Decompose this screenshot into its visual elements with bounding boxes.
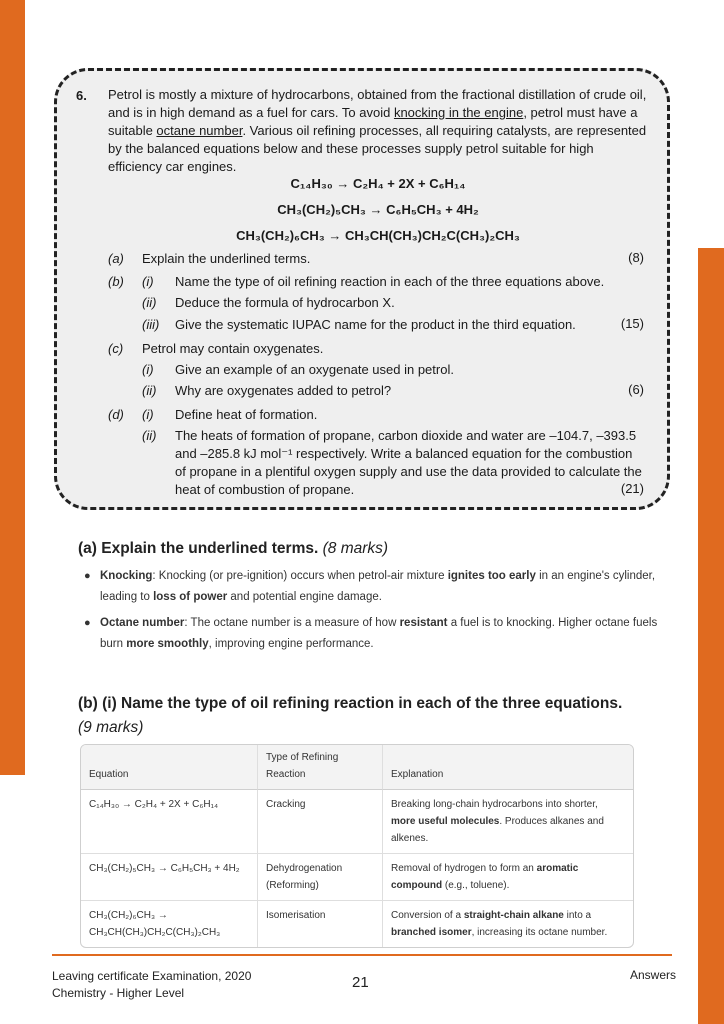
part-a-label: (a) — [108, 251, 124, 266]
footer-exam: Leaving certificate Examination, 2020 — [52, 969, 252, 983]
cell-explanation: Removal of hydrogen to form an aromatic compound (e.g., toluene). — [382, 854, 633, 901]
part-c-ii-label: (ii) — [142, 383, 157, 398]
part-c-label: (c) — [108, 341, 124, 356]
equation-3: CH₃(CH₂)₆CH₃ → CH₃CH(CH₃)CH₂C(CH₃)₂CH₃ — [236, 228, 520, 243]
part-c-i-text: Give an example of an oxygenate used in petrol. — [175, 362, 454, 377]
part-d-i-text: Define heat of formation. — [175, 407, 318, 422]
right-accent-bar — [698, 248, 724, 1024]
cell-type: Cracking — [257, 790, 382, 854]
equation-1: C₁₄H₃₀ → C₂H₄ + 2X + C₆H₁₄ — [290, 176, 466, 191]
part-d-marks: (21) — [620, 481, 644, 496]
part-d-ii-label: (ii) — [142, 428, 157, 443]
table-row — [81, 790, 633, 854]
cell-equation: C₁₄H₃₀ → C₂H₄ + 2X + C₆H₁₄ — [81, 790, 257, 854]
header-explanation: Explanation — [382, 745, 633, 790]
answer-b-title: (b) (i) Name the type of oil refining reaction in each of the three equations. (9 marks) — [78, 695, 623, 736]
footer-left — [52, 968, 251, 1002]
part-b-iii-label: (iii) — [142, 317, 160, 332]
part-d-label: (d) — [108, 407, 124, 422]
part-c-text: Petrol may contain oxygenates. — [142, 341, 324, 356]
cell-explanation: Breaking long-chain hydrocarbons into shorter, more useful molecules. Produces alkanes and alkenes. — [382, 790, 633, 854]
part-d-ii-text: The heats of formation of propane, carbon dioxide and water are –104.7, –393.5 and –285.8 kJ mol⁻¹ respectively. Write a balanced equation for the combustion of propane in a plentiful oxygen supply and use the data provided to calculate the heat of combustion of propane. — [175, 428, 642, 497]
footer-level: Chemistry - Higher Level — [52, 986, 185, 1000]
part-a-marks: (8) — [628, 250, 644, 265]
footer-divider — [52, 954, 672, 956]
bullet-icon: ● — [84, 570, 91, 582]
cell-explanation: Conversion of a straight-chain alkane into a branched isomer, increasing its octane number. — [382, 901, 633, 947]
bullet-knocking: ● Knocking: Knocking (or pre-ignition) occurs when petrol-air mixture ignites too early in an engine's cylinder, leading to loss of power and potential engine damage. — [100, 566, 660, 608]
equation-2: CH₃(CH₂)₅CH₃ → C₆H₅CH₃ + 4H₂ — [277, 202, 479, 217]
refining-reactions-table — [80, 744, 634, 948]
page-number: 21 — [352, 974, 369, 991]
part-a-text: Explain the underlined terms. — [142, 251, 311, 266]
question-intro: Petrol is mostly a mixture of hydrocarbons, obtained from the fractional distillation of crude oil, and is in high demand as a fuel for cars. To avoid knocking in the engine, petrol must have a suitable octane number. Various oil refining processes, all requiring catalysts, are represented by the balanced equations below and these processes supply petrol suitable for high efficiency car engines. — [108, 87, 647, 174]
part-c-i-label: (i) — [142, 362, 154, 377]
cell-equation: CH₃(CH₂)₆CH₃ → CH₃CH(CH₃)CH₂C(CH₃)₂CH₃ — [89, 910, 221, 938]
part-b-i-label: (i) — [142, 274, 154, 289]
part-c-marks: (6) — [628, 382, 644, 397]
part-b-label: (b) — [108, 274, 124, 289]
part-b-ii-text: Deduce the formula of hydrocarbon X. — [175, 295, 395, 310]
question-number: 6. — [76, 88, 87, 103]
part-b-ii-label: (ii) — [142, 295, 157, 310]
bullet-icon: ● — [84, 617, 91, 629]
underlined-term-octane: octane number — [156, 123, 243, 138]
part-d-i-label: (i) — [142, 407, 154, 422]
bullet-octane-number: ● Octane number: The octane number is a measure of how resistant a fuel is to knocking. Higher octane fuels burn more smoothly, improving engine performance. — [100, 613, 660, 655]
header-type: Type of Refining Reaction — [257, 745, 382, 790]
part-b-i-text: Name the type of oil refining reaction in each of the three equations above. — [175, 274, 605, 289]
table-row — [81, 854, 633, 901]
footer-right: Answers — [630, 968, 677, 982]
cell-type: Dehydrogenation (Reforming) — [257, 854, 382, 901]
table-header-row — [81, 745, 633, 790]
underlined-term-knocking: knocking in the engine — [393, 105, 524, 120]
left-accent-bar — [0, 0, 25, 775]
part-b-iii-text: Give the systematic IUPAC name for the product in the third equation. — [175, 317, 576, 332]
part-c-ii-text: Why are oxygenates added to petrol? — [175, 383, 392, 398]
part-b-marks: (15) — [620, 316, 644, 331]
cell-equation: CH₃(CH₂)₅CH₃ → C₆H₅CH₃ + 4H₂ — [81, 854, 257, 901]
table-row — [81, 901, 633, 947]
cell-type: Isomerisation — [257, 901, 382, 947]
header-equation: Equation — [81, 745, 257, 790]
answer-a-title: (a) Explain the underlined terms. (8 marks) — [78, 540, 389, 557]
